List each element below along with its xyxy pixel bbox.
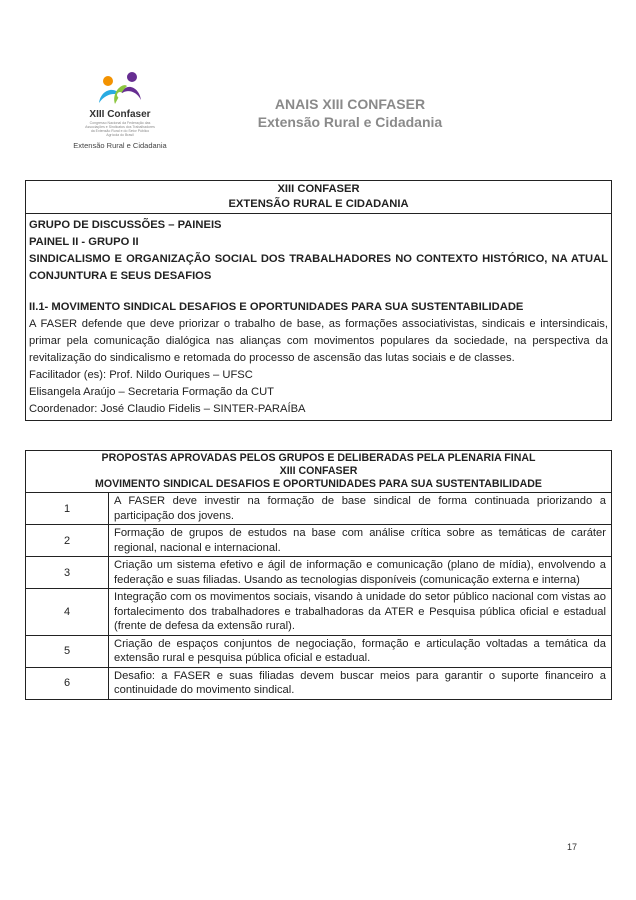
section-paragraph: A FASER defende que deve priorizar o trabalho de base, as formações associativistas, sindicais e intersindicais, primar pela comunicação dialógica nas alianças com movimentos populares da sociedade, na perspectiva da revitalização do sindicalismo e retomada do processo de ascensão das lutas sociais e de classes.	[29, 318, 608, 364]
proposals-header-row	[26, 451, 612, 493]
proposal-text: Formação de grupos de estudos na base com análise crítica sobre as temáticas de caráter regional, nacional e internacional.	[109, 525, 612, 557]
proposals-table	[25, 450, 612, 700]
proposal-number: 6	[26, 667, 109, 699]
proposal-text: Criação de espaços conjuntos de negociação, formação e articulação voltadas a temática da extensão rural e pesquisa pública oficial e estadual.	[109, 635, 612, 667]
table-row	[26, 667, 612, 699]
confaser-logo-icon	[93, 68, 147, 108]
proposals-head-1: PROPOSTAS APROVADAS PELOS GRUPOS E DELIBERADAS PELA PLENARIA FINAL	[101, 452, 536, 464]
section-heading: II.1- MOVIMENTO SINDICAL DESAFIOS E OPORTUNIDADES PARA SUA SUSTENTABILIDADE	[29, 301, 524, 313]
proposal-text: A FASER deve investir na formação de base sindical de forma continuada priorizando a participação dos jovens.	[109, 493, 612, 525]
info-title-cell	[26, 181, 612, 214]
proposal-text: Criação um sistema efetivo e ágil de informação e comunicação (plano de mídia), envolvendo a federação e suas filiadas. Usando as tecnologias disponíveis (comunicação externa e interna)	[109, 557, 612, 589]
proposals-head-3: MOVIMENTO SINDICAL DESAFIOS E OPORTUNIDADES PARA SUA SUSTENTABILIDADE	[95, 478, 542, 490]
info-table	[25, 180, 612, 421]
header-title: ANAIS XIII CONFASER	[274, 96, 426, 112]
theme-heading: SINDICALISMO E ORGANIZAÇÃO SOCIAL DOS TRABALHADORES NO CONTEXTO HISTÓRICO, NA ATUAL CONJUNTURA E SEUS DESAFIOS	[29, 253, 608, 282]
logo-subtitle: Extensão Rural e Cidadania	[73, 141, 167, 150]
secretary-line: Elisangela Araújo – Secretaria Formação da CUT	[29, 386, 274, 398]
proposals-header-cell	[26, 451, 612, 493]
table-row	[26, 635, 612, 667]
page-number: 17	[567, 842, 578, 852]
proposal-number: 5	[26, 635, 109, 667]
table-row	[26, 525, 612, 557]
proposal-number: 4	[26, 589, 109, 636]
info-title-1: XIII CONFASER	[277, 183, 360, 195]
table-row	[26, 493, 612, 525]
proposal-number: 2	[26, 525, 109, 557]
header-subtitle: Extensão Rural e Cidadania	[257, 114, 443, 130]
proposal-text: Desafio: a FASER e suas filiadas devem buscar meios para garantir o suporte financeiro a continuidade do movimento sindical.	[109, 667, 612, 699]
table-row	[26, 557, 612, 589]
logo-brand: XIII Confaser	[89, 109, 151, 120]
info-body-row	[26, 214, 612, 421]
confaser-logo	[70, 68, 170, 158]
logo-tagline: Congresso Nacional da Federação das Associações e Sindicatos dos Trabalhadores da Extensão Rural e do Setor Público Agrícola do Brasil	[85, 121, 155, 137]
page-header	[200, 95, 500, 131]
info-title-row	[26, 181, 612, 214]
group-heading: GRUPO DE DISCUSSÕES – PAINEIS	[29, 219, 222, 231]
info-body-cell	[26, 214, 612, 421]
coordinator-line: Coordenador: José Claudio Fidelis – SINTER-PARAÍBA	[29, 403, 306, 415]
panel-heading: PAINEL II - GRUPO II	[29, 236, 139, 248]
info-title-2: EXTENSÃO RURAL E CIDADANIA	[228, 198, 409, 210]
proposal-text: Integração com os movimentos sociais, visando à unidade do setor público nacional com vistas ao fortalecimento dos trabalhadores e trabalhadoras da ATER e Pesquisa pública oficial e estadual (frente de defesa da extensão rural).	[109, 589, 612, 636]
proposal-number: 1	[26, 493, 109, 525]
proposal-number: 3	[26, 557, 109, 589]
facilitator-line: Facilitador (es): Prof. Nildo Ouriques – UFSC	[29, 369, 253, 381]
proposals-head-2: XIII CONFASER	[279, 465, 358, 477]
table-row	[26, 589, 612, 636]
